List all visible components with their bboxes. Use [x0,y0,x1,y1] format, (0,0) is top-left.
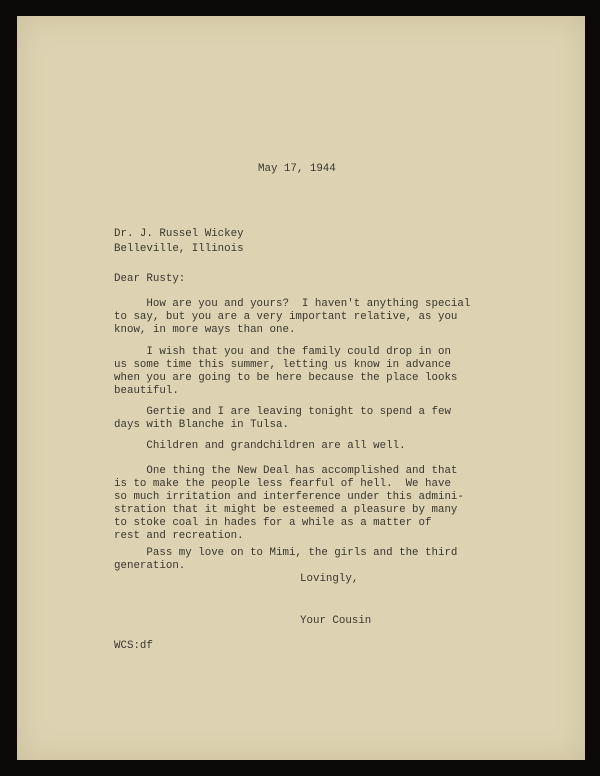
body-line: to stoke coal in hades for a while as a matter of [114,517,432,529]
recipient-name: Dr. J. Russel Wickey [114,228,244,240]
body-line: stration that it might be esteemed a pleasure by many [114,504,458,516]
recipient-location: Belleville, Illinois [114,243,244,255]
closing: Lovingly, [300,573,359,585]
body-line: rest and recreation. [114,530,244,542]
letter-page [17,16,585,760]
body-line: Gertie and I are leaving tonight to spend a few [114,406,451,418]
body-line: is to make the people less fearful of hell. We have [114,478,451,490]
body-line: generation. [114,560,186,572]
body-line: to say, but you are a very important relative, as you [114,311,458,323]
body-paragraph [114,465,464,552]
body-line: when you are going to be here because the place looks [114,372,458,384]
body-line: so much irritation and interference under this admini- [114,491,464,503]
letter-date: May 17, 1944 [258,163,336,175]
body-line: One thing the New Deal has accomplished and that [114,465,458,477]
body-line: Children and grandchildren are all well. [114,440,406,452]
body-line: us some time this summer, letting us know in advance [114,359,451,371]
salutation: Dear Rusty: [114,273,186,285]
body-line: I wish that you and the family could drop in on [114,346,451,358]
signature: Your Cousin [300,615,372,627]
body-line: How are you and yours? I haven't anything special [114,298,471,310]
body-line: Pass my love on to Mimi, the girls and the third [114,547,458,559]
body-line: beautiful. [114,385,179,397]
body-line: days with Blanche in Tulsa. [114,419,289,431]
body-line: know, in more ways than one. [114,324,296,336]
reference-initials: WCS:df [114,640,153,652]
